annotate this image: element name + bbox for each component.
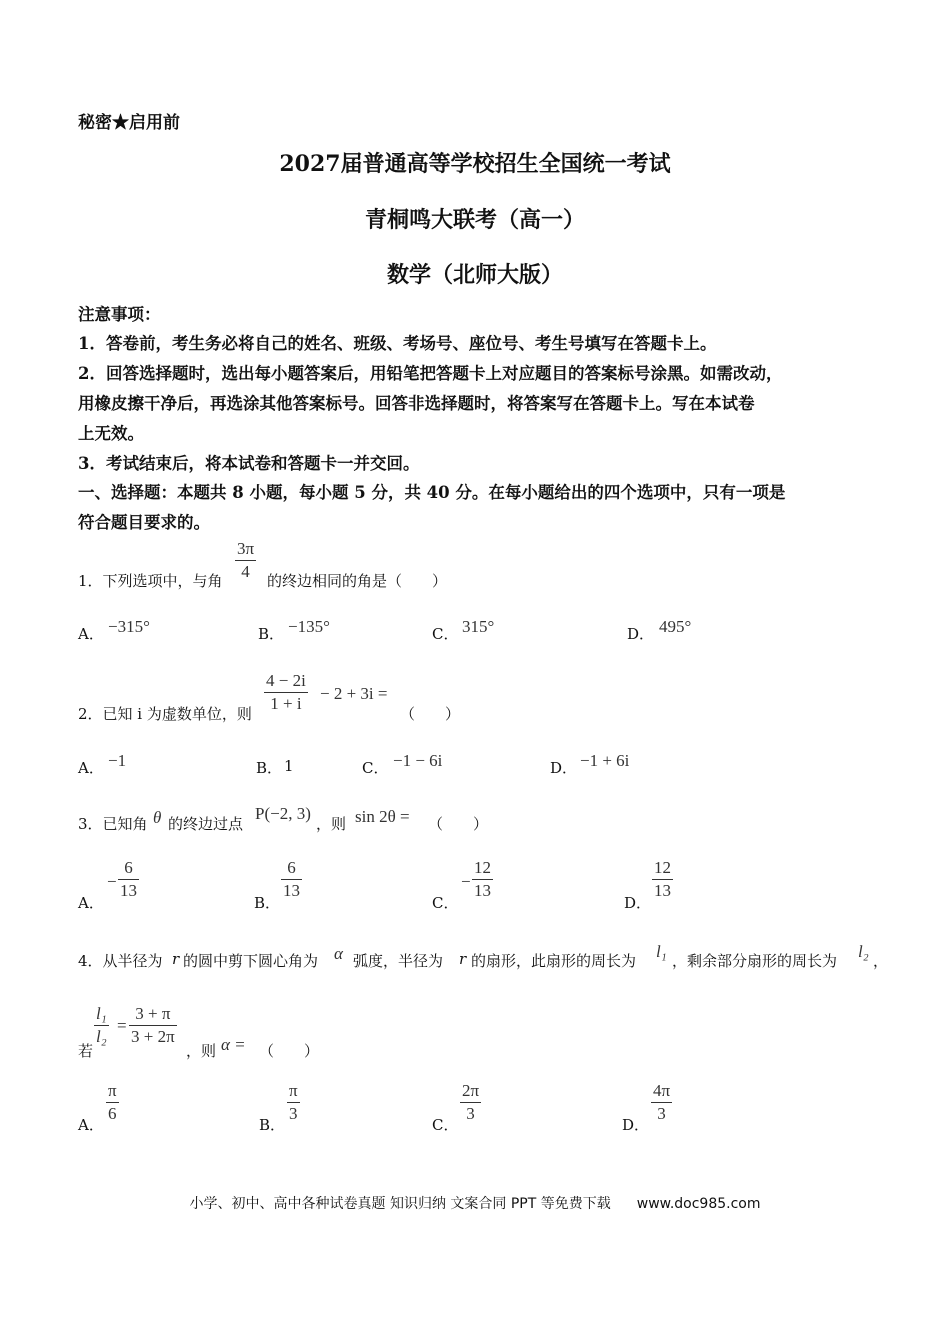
q4-option-b-letter: B． [259,1116,286,1134]
section-heading-line-1: 一、选择题：本题共 8 小题，每小题 5 分，共 40 分。在每小题给出的四个选项中，只有一项是 [78,483,786,502]
q1-option-a-letter: A． [78,625,104,643]
q4-alpha-equals: α = [221,1035,246,1054]
q3-suffix: （ ） [428,815,489,833]
q4-line1-d: 的扇形，此扇形的周长为 [471,952,637,970]
q4-line2-a: 若 [78,1042,94,1060]
page-footer [0,1193,950,1213]
q1-option-c-value: 315° [462,617,495,636]
q3-mid2: ，则 [316,815,347,833]
section-heading-line-2: 符合题目要求的。 [78,513,210,532]
q2-option-c-letter: C． [362,759,389,777]
q4-ratio-numerator: l₁ [94,1003,109,1026]
q4-line1-c: 弧度，半径为 [353,952,444,970]
q1-prefix: 1．下列选项中，与角 [78,572,223,590]
q2-option-a-letter: A． [78,759,104,777]
q3-option-d-letter: D． [624,894,652,912]
q3-option-a-sign: − [107,872,117,891]
q3-option-c-fraction [472,857,493,902]
q4-rhs-fraction [129,1003,177,1048]
q4-line1-f: ， [873,952,889,970]
q3-option-a-numerator: 6 [118,857,139,880]
q1-fraction [235,538,256,583]
q3-option-b-numerator: 6 [281,857,302,880]
q4-option-d-fraction [651,1080,672,1125]
q4-option-c-denominator: 3 [466,1104,475,1123]
q4-line1-b: 的圆中剪下圆心角为 [183,952,319,970]
q3-option-a-letter: A． [78,894,104,912]
q1-option-d-value: 495° [659,617,692,636]
q4-radius-r: r [172,950,180,968]
exam-subtitle: 青桐鸣大联考（高一） [364,207,585,233]
q4-ratio-fraction [94,1003,109,1048]
q4-option-d-letter: D． [622,1116,650,1134]
q2-fraction-denominator: 1 + i [270,694,302,713]
q4-option-d-denominator: 3 [657,1104,666,1123]
q1-option-d-letter: D． [627,625,655,643]
q4-line2-b: ，则 [186,1042,217,1060]
q4-option-a-letter: A． [78,1116,104,1134]
q4-radius-r-2: r [459,950,467,968]
q3-option-c-denominator: 13 [474,881,491,900]
q2-option-a-value: −1 [108,751,127,770]
q1-option-c-letter: C． [432,625,459,643]
q3-option-d-numerator: 12 [652,857,673,880]
q3-option-b-fraction [281,857,302,902]
exam-title: 2027届普通高等学校招生全国统一考试 [279,151,671,177]
notice-item-3: 3．考试结束后，将本试卷和答题卡一并交回。 [78,454,420,473]
q4-equals: = [117,1016,127,1035]
q3-option-d-denominator: 13 [654,881,671,900]
q1-option-a-value: −315° [108,617,150,636]
q2-prefix: 2．已知 i 为虚数单位，则 [78,705,252,723]
q4-l1: l₁ [656,942,667,961]
q4-ratio-denominator: l₂ [96,1027,107,1046]
subject-title: 数学（北师大版） [386,262,563,288]
q4-option-d-numerator: 4π [651,1080,672,1103]
q4-option-b-denominator: 3 [289,1104,298,1123]
q3-theta: θ [153,808,162,827]
q4-line1-a: 4．从半径为 [78,952,163,970]
q2-option-d-letter: D． [550,759,578,777]
q3-option-b-denominator: 13 [283,881,300,900]
q3-prefix: 3．已知角 [78,815,148,833]
q4-option-a-denominator: 6 [108,1104,117,1123]
q2-expression-tail: − 2 + 3i = [320,684,388,703]
q3-option-c-numerator: 12 [472,857,493,880]
q3-option-a-fraction [118,857,139,902]
footer-url[interactable]: www.doc985.com [636,1196,761,1212]
q3-point: P(−2, 3) [255,804,311,823]
q3-option-a-denominator: 13 [120,881,137,900]
q2-suffix: （ ） [400,705,461,723]
notice-item-1: 1．答卷前，考生务必将自己的姓名、班级、考场号、座位号、考生号填写在答题卡上。 [78,334,717,353]
q2-fraction-numerator: 4 − 2i [264,670,308,693]
q4-rhs-denominator: 3 + 2π [131,1027,175,1046]
q3-option-d-fraction [652,857,673,902]
q3-expression: sin 2θ = [355,807,410,826]
q4-option-c-numerator: 2π [460,1080,481,1103]
q1-suffix: 的终边相同的角是（ ） [267,572,448,590]
q4-suffix: （ ） [259,1042,320,1060]
q4-option-c-fraction [460,1080,481,1125]
q2-option-b-letter: B． [256,759,283,777]
footer-text: 小学、初中、高中各种试卷真题 知识归纳 文案合同 PPT 等免费下载 [189,1196,611,1212]
notice-heading: 注意事项： [78,305,161,324]
q1-fraction-denominator: 4 [241,562,250,581]
q4-option-a-numerator: π [106,1080,119,1103]
q4-option-c-letter: C． [432,1116,459,1134]
q4-l2: l₂ [858,942,869,961]
q1-option-b-letter: B． [258,625,285,643]
q3-mid: 的终边过点 [168,815,244,833]
q4-line1-e: ，剩余部分扇形的周长为 [672,952,838,970]
q2-option-c-value: −1 − 6i [393,751,443,770]
notice-item-2-line-1: 2．回答选择题时，选出每小题答案后，用铅笔把答题卡上对应题目的答案标号涂黑。如需改动， [78,364,783,383]
q4-alpha: α [334,944,343,963]
q4-option-a-fraction [106,1080,119,1125]
q3-option-c-sign: − [461,872,471,891]
q3-option-b-letter: B． [254,894,281,912]
q2-option-d-value: −1 + 6i [580,751,630,770]
q4-option-b-numerator: π [287,1080,300,1103]
q1-fraction-numerator: 3π [235,538,256,561]
q4-rhs-numerator: 3 + π [129,1003,177,1026]
q2-option-b-value: 1 [284,757,294,775]
notice-item-2-line-3: 上无效。 [78,424,144,443]
q3-option-c-letter: C． [432,894,459,912]
q1-option-b-value: −135° [288,617,330,636]
q2-fraction [264,670,308,715]
notice-item-2-line-2: 用橡皮擦干净后，再选涂其他答案标号。回答非选择题时，将答案写在答题卡上。写在本试卷 [78,394,755,413]
q4-option-b-fraction [287,1080,300,1125]
secret-mark: 秘密★启用前 [78,113,180,133]
